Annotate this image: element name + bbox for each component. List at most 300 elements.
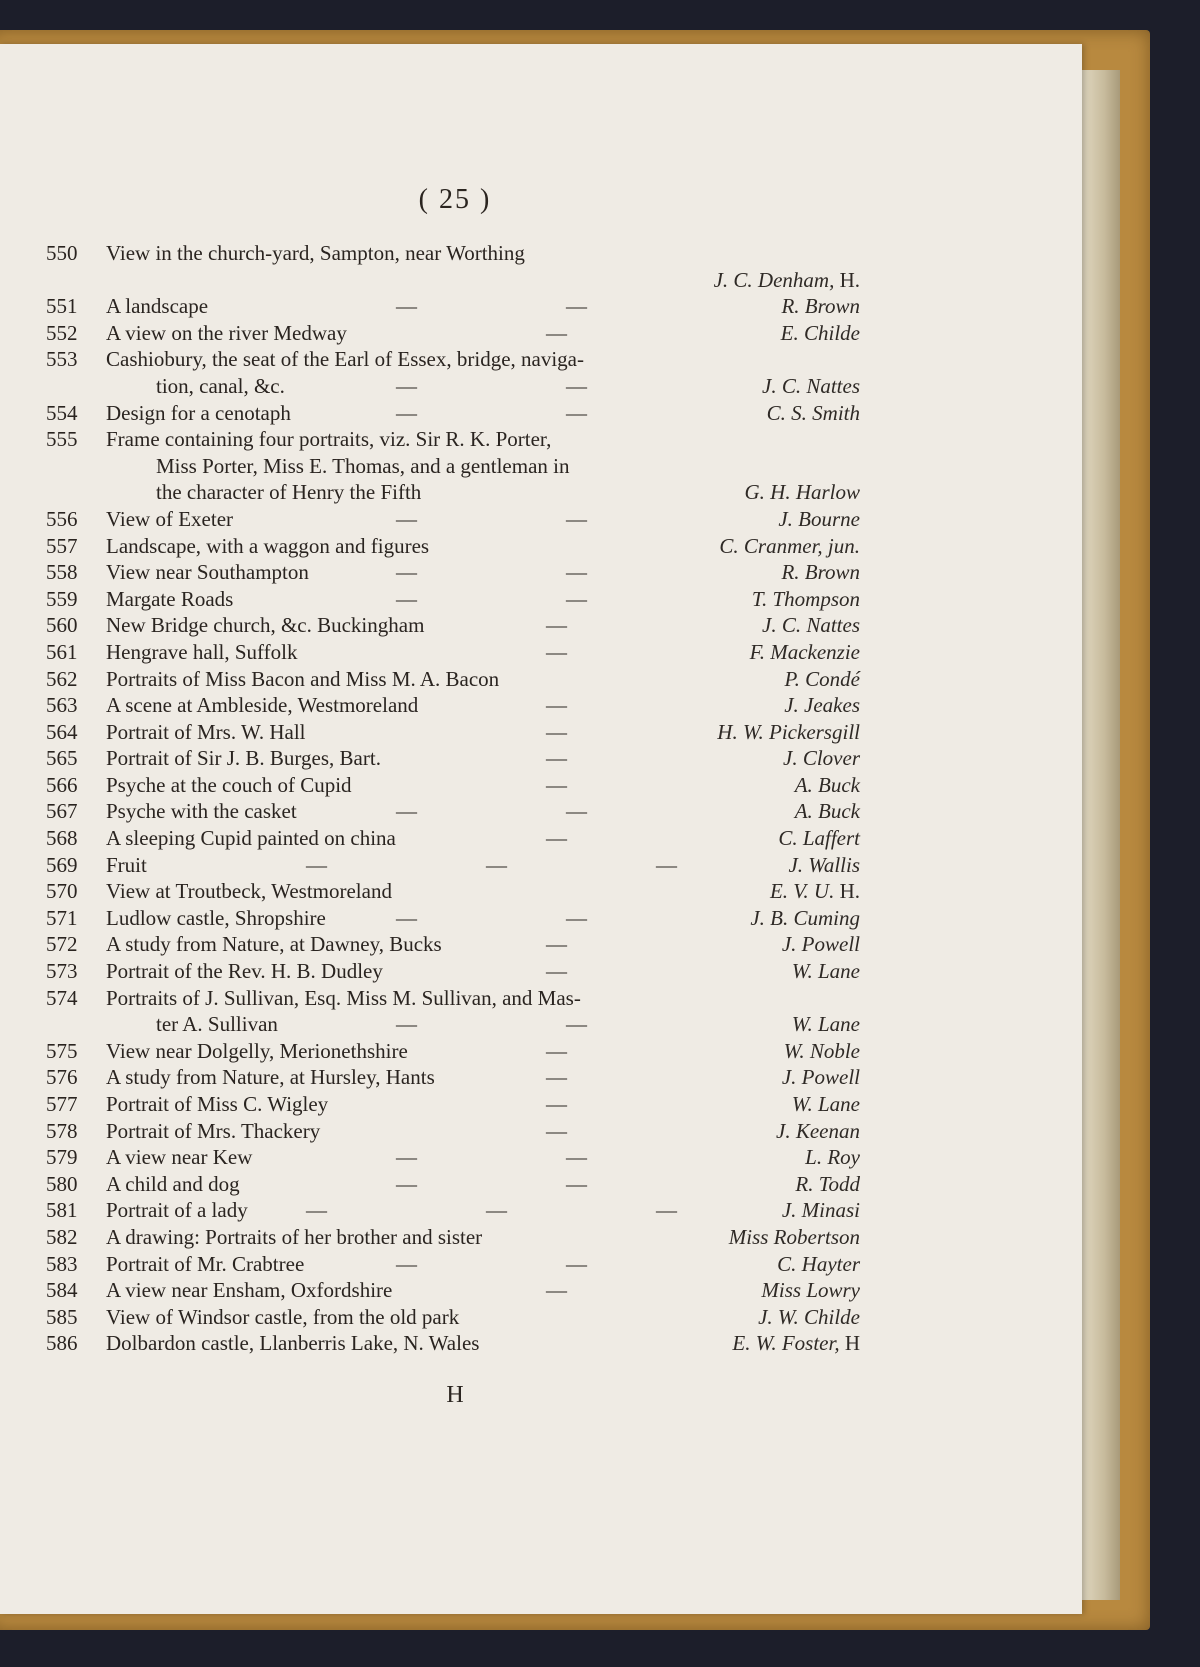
entry-number: 553 bbox=[46, 347, 78, 372]
honorary-mark: H bbox=[844, 1331, 860, 1356]
entry-line bbox=[46, 1251, 860, 1278]
leader-dash: — bbox=[566, 1171, 587, 1196]
catalogue-entry bbox=[46, 639, 860, 666]
leader-dash: — bbox=[566, 560, 587, 585]
catalogue-entry bbox=[46, 1251, 860, 1278]
entry-title: Cashiobury, the seat of the Earl of Essex, bridge, naviga- bbox=[106, 347, 584, 372]
entry-line bbox=[46, 772, 860, 799]
leader-dash: — bbox=[396, 1251, 417, 1276]
entry-number: 563 bbox=[46, 693, 78, 718]
artist-text: P. Condé bbox=[784, 666, 860, 691]
entry-line bbox=[46, 400, 860, 427]
leader-dash: — bbox=[546, 1278, 567, 1303]
entry-number: 580 bbox=[46, 1171, 78, 1196]
entry-line bbox=[46, 586, 860, 613]
artist-text: E. W. Foster, bbox=[732, 1331, 840, 1356]
entry-title: View at Troutbeck, Westmoreland bbox=[106, 879, 392, 904]
entry-line bbox=[46, 1277, 860, 1304]
artist-text: C. S. Smith bbox=[766, 400, 860, 425]
entry-title: Psyche with the casket bbox=[106, 799, 297, 824]
entry-line bbox=[46, 666, 860, 693]
catalogue-entry bbox=[46, 1277, 860, 1304]
entry-title: A scene at Ambleside, Westmoreland bbox=[106, 693, 419, 718]
leader-dash: — bbox=[566, 294, 587, 319]
catalogue-entry bbox=[46, 958, 860, 985]
entry-line bbox=[46, 346, 860, 373]
entry-title: Portraits of J. Sullivan, Esq. Miss M. Sullivan, and Mas- bbox=[106, 985, 581, 1010]
entry-line bbox=[46, 639, 860, 666]
catalogue-entry bbox=[46, 1038, 860, 1065]
artist-name bbox=[788, 852, 860, 879]
catalogue-entry bbox=[46, 320, 860, 347]
entry-number: 578 bbox=[46, 1118, 78, 1143]
artist-name bbox=[782, 1064, 860, 1091]
catalogue-entry bbox=[46, 1224, 860, 1251]
leader-dash: — bbox=[396, 560, 417, 585]
leader-dash: — bbox=[396, 799, 417, 824]
catalogue-entry bbox=[46, 692, 860, 719]
artist-text: R. Brown bbox=[781, 560, 860, 585]
entry-number: 569 bbox=[46, 852, 78, 877]
entry-line bbox=[46, 479, 860, 506]
catalogue-entry bbox=[46, 559, 860, 586]
leader-dashes bbox=[46, 400, 666, 427]
page-number: ( 25 ) bbox=[418, 184, 492, 215]
entry-number: 557 bbox=[46, 533, 78, 558]
leader-dashes bbox=[46, 1064, 666, 1091]
entry-number: 581 bbox=[46, 1198, 78, 1223]
artist-text: W. Noble bbox=[783, 1038, 860, 1063]
entry-number: 564 bbox=[46, 719, 78, 744]
entry-number: 571 bbox=[46, 905, 78, 930]
entry-number: 570 bbox=[46, 879, 78, 904]
entry-line bbox=[46, 852, 860, 879]
leader-dashes bbox=[46, 1197, 677, 1224]
leader-dash: — bbox=[656, 1198, 677, 1223]
artist-text: Miss Robertson bbox=[728, 1224, 860, 1249]
entry-number: 582 bbox=[46, 1224, 78, 1249]
entry-title: Dolbardon castle, Llanberris Lake, N. Wales bbox=[106, 1331, 480, 1356]
artist-name bbox=[795, 1171, 860, 1198]
entry-number: 584 bbox=[46, 1278, 78, 1303]
entry-title: Fruit bbox=[106, 852, 147, 877]
artist-text: E. Childe bbox=[780, 320, 860, 345]
artist-text: J. Clover bbox=[783, 746, 860, 771]
leader-dashes bbox=[46, 1171, 666, 1198]
entry-title: Portrait of Mrs. W. Hall bbox=[106, 719, 306, 744]
book-page bbox=[0, 44, 1082, 1614]
leader-dash: — bbox=[546, 932, 567, 957]
entry-line bbox=[46, 1144, 860, 1171]
catalogue-entry bbox=[46, 825, 860, 852]
entry-title: New Bridge church, &c. Buckingham bbox=[106, 613, 425, 638]
entry-title: Miss Porter, Miss E. Thomas, and a gentleman in bbox=[156, 453, 570, 478]
catalogue-entries bbox=[46, 240, 860, 1357]
leader-dashes bbox=[46, 1144, 666, 1171]
entry-number: 555 bbox=[46, 427, 78, 452]
entry-number: 566 bbox=[46, 772, 78, 797]
artist-text: J. Wallis bbox=[788, 852, 860, 877]
entry-number: 565 bbox=[46, 746, 78, 771]
leader-dashes bbox=[46, 958, 666, 985]
leader-dash: — bbox=[396, 294, 417, 319]
leader-dashes bbox=[46, 798, 666, 825]
leader-dash: — bbox=[546, 1065, 567, 1090]
honorary-mark: H. bbox=[839, 879, 860, 904]
entry-title: Landscape, with a waggon and figures bbox=[106, 533, 430, 558]
artist-name bbox=[781, 320, 860, 347]
leader-dash: — bbox=[486, 852, 507, 877]
entry-line bbox=[46, 373, 860, 400]
entry-number: 558 bbox=[46, 560, 78, 585]
artist-name bbox=[762, 612, 860, 639]
entry-line bbox=[46, 1038, 860, 1065]
artist-text: R. Todd bbox=[795, 1171, 860, 1196]
artist-text: A. Buck bbox=[794, 799, 860, 824]
entry-number: 586 bbox=[46, 1331, 78, 1356]
entry-number: 576 bbox=[46, 1065, 78, 1090]
entry-title: ter A. Sullivan bbox=[156, 1012, 278, 1037]
artist-text: F. Mackenzie bbox=[749, 639, 860, 664]
leader-dashes bbox=[46, 612, 666, 639]
entry-number: 572 bbox=[46, 932, 78, 957]
entry-line bbox=[46, 1091, 860, 1118]
artist-name bbox=[782, 1197, 860, 1224]
artist-name bbox=[714, 267, 860, 294]
honorary-mark: H. bbox=[839, 267, 860, 292]
catalogue-entry bbox=[46, 612, 860, 639]
artist-name bbox=[758, 1304, 860, 1331]
entry-number: 551 bbox=[46, 294, 78, 319]
leader-dash: — bbox=[546, 320, 567, 345]
entry-title: View near Southampton bbox=[106, 560, 309, 585]
entry-line bbox=[46, 267, 860, 294]
entry-title: Design for a cenotaph bbox=[106, 400, 291, 425]
entry-line bbox=[46, 931, 860, 958]
leader-dash: — bbox=[546, 826, 567, 851]
artist-text: W. Lane bbox=[791, 1092, 860, 1116]
leader-dash: — bbox=[546, 1038, 567, 1063]
entry-title: tion, canal, &c. bbox=[156, 373, 285, 398]
leader-dash: — bbox=[396, 905, 417, 930]
entry-number: 559 bbox=[46, 586, 78, 611]
leader-dash: — bbox=[546, 639, 567, 664]
entry-line bbox=[46, 293, 860, 320]
entry-title: Portrait of Miss C. Wigley bbox=[106, 1092, 329, 1116]
artist-name bbox=[732, 1330, 860, 1357]
artist-text: J. Minasi bbox=[781, 1198, 860, 1223]
artist-text: J. W. Childe bbox=[758, 1304, 860, 1329]
catalogue-entry bbox=[46, 931, 860, 958]
leader-dash: — bbox=[306, 1198, 327, 1223]
entry-line bbox=[46, 798, 860, 825]
catalogue-entry bbox=[46, 745, 860, 772]
artist-name bbox=[781, 293, 860, 320]
entry-title: A study from Nature, at Hursley, Hants bbox=[106, 1065, 435, 1090]
entry-line bbox=[46, 878, 860, 905]
leader-dashes bbox=[46, 1038, 666, 1065]
artist-text: Miss Lowry bbox=[761, 1278, 860, 1303]
entry-line bbox=[46, 905, 860, 932]
artist-text: W. Lane bbox=[791, 1012, 860, 1037]
leader-dash: — bbox=[566, 586, 587, 611]
leader-dashes bbox=[46, 639, 666, 666]
artist-text: C. Laffert bbox=[778, 826, 860, 851]
leader-dash: — bbox=[486, 1198, 507, 1223]
entry-title: Portrait of Sir J. B. Burges, Bart. bbox=[106, 746, 381, 771]
catalogue-entry bbox=[46, 293, 860, 320]
entry-number: 568 bbox=[46, 826, 78, 851]
artist-name bbox=[782, 931, 860, 958]
catalogue-entry bbox=[46, 506, 860, 533]
leader-dash: — bbox=[396, 1145, 417, 1170]
leader-dash: — bbox=[566, 1251, 587, 1276]
artist-text: J. C. Denham, bbox=[713, 267, 835, 292]
catalogue-entry bbox=[46, 426, 860, 506]
artist-text: R. Brown bbox=[781, 294, 860, 319]
entry-title: Frame containing four portraits, viz. Sir R. K. Porter, bbox=[106, 427, 552, 452]
leader-dashes bbox=[46, 1011, 666, 1038]
catalogue-entry bbox=[46, 1330, 860, 1357]
entry-number: 577 bbox=[46, 1092, 78, 1116]
artist-text: J. C. Nattes bbox=[762, 373, 860, 398]
artist-text: L. Roy bbox=[805, 1145, 860, 1170]
entry-number: 552 bbox=[46, 320, 78, 345]
entry-number: 575 bbox=[46, 1038, 78, 1063]
leader-dash: — bbox=[546, 1092, 567, 1116]
leader-dash: — bbox=[396, 373, 417, 398]
leader-dash: — bbox=[546, 772, 567, 797]
leader-dash: — bbox=[546, 746, 567, 771]
leader-dash: — bbox=[566, 1145, 587, 1170]
leader-dashes bbox=[46, 586, 666, 613]
entry-title: Portrait of a lady bbox=[106, 1198, 248, 1223]
artist-name bbox=[744, 479, 860, 506]
leader-dashes bbox=[46, 559, 666, 586]
catalogue-entry bbox=[46, 666, 860, 693]
artist-name bbox=[795, 772, 860, 799]
artist-text: J. Bourne bbox=[778, 506, 860, 531]
entry-line bbox=[46, 453, 860, 480]
catalogue-entry bbox=[46, 1118, 860, 1145]
leader-dash: — bbox=[396, 400, 417, 425]
leader-dash: — bbox=[306, 852, 327, 877]
entry-number: 561 bbox=[46, 639, 78, 664]
leader-dashes bbox=[46, 825, 666, 852]
entry-title: the character of Henry the Fifth bbox=[156, 480, 422, 505]
leader-dash: — bbox=[656, 852, 677, 877]
leader-dash: — bbox=[546, 719, 567, 744]
leader-dash: — bbox=[566, 506, 587, 531]
leader-dashes bbox=[46, 772, 666, 799]
entry-line bbox=[46, 825, 860, 852]
entry-line bbox=[46, 1330, 860, 1357]
entry-line bbox=[46, 320, 860, 347]
leader-dashes bbox=[46, 320, 666, 347]
leader-dash: — bbox=[546, 613, 567, 638]
catalogue-entry bbox=[46, 1091, 860, 1118]
leader-dash: — bbox=[566, 400, 587, 425]
entry-line bbox=[46, 1011, 860, 1038]
artist-text: E. V. U. bbox=[769, 879, 835, 904]
entry-line bbox=[46, 1118, 860, 1145]
entry-number: 560 bbox=[46, 613, 78, 638]
artist-text: J. C. Nattes bbox=[762, 613, 860, 638]
leader-dash: — bbox=[396, 1171, 417, 1196]
catalogue-entry bbox=[46, 400, 860, 427]
leader-dash: — bbox=[566, 1012, 587, 1037]
entry-title: Portrait of Mrs. Thackery bbox=[106, 1118, 321, 1143]
leader-dashes bbox=[46, 931, 666, 958]
catalogue-entry bbox=[46, 1144, 860, 1171]
leader-dashes bbox=[46, 1118, 666, 1145]
entry-title: A child and dog bbox=[106, 1171, 240, 1196]
artist-name bbox=[785, 666, 860, 693]
entry-line bbox=[46, 1304, 860, 1331]
entry-title: A landscape bbox=[106, 294, 209, 319]
artist-text: J. Powell bbox=[781, 1065, 860, 1090]
entry-line bbox=[46, 745, 860, 772]
artist-text: H. W. Pickersgill bbox=[717, 719, 860, 744]
entry-title: Portrait of Mr. Crabtree bbox=[106, 1251, 305, 1276]
entry-title: Ludlow castle, Shropshire bbox=[106, 905, 326, 930]
artist-text: T. Thompson bbox=[751, 586, 860, 611]
entry-number: 567 bbox=[46, 799, 78, 824]
artist-name bbox=[805, 1144, 860, 1171]
catalogue-entry bbox=[46, 1064, 860, 1091]
entry-line bbox=[46, 426, 860, 453]
artist-name bbox=[767, 400, 860, 427]
artist-text: J. Jeakes bbox=[784, 693, 860, 718]
entry-title: A view on the river Medway bbox=[106, 320, 347, 345]
catalogue-entry bbox=[46, 533, 860, 560]
artist-name bbox=[783, 745, 860, 772]
entry-title: A view near Kew bbox=[106, 1145, 253, 1170]
artist-name bbox=[778, 506, 860, 533]
entry-title: View in the church-yard, Sampton, near Worthing bbox=[106, 241, 525, 265]
entry-number: 562 bbox=[46, 666, 78, 691]
entry-line bbox=[46, 559, 860, 586]
leader-dashes bbox=[46, 293, 666, 320]
entry-title: View of Exeter bbox=[106, 506, 234, 531]
catalogue-entry bbox=[46, 772, 860, 799]
entry-line bbox=[46, 958, 860, 985]
catalogue-entry bbox=[46, 1304, 860, 1331]
leader-dashes bbox=[46, 373, 666, 400]
artist-name bbox=[750, 905, 860, 932]
leader-dash: — bbox=[396, 1012, 417, 1037]
entry-number: 579 bbox=[46, 1145, 78, 1170]
artist-name bbox=[761, 1277, 860, 1304]
entry-line bbox=[46, 1064, 860, 1091]
catalogue-entry bbox=[46, 240, 860, 293]
entry-title: A drawing: Portraits of her brother and sister bbox=[106, 1224, 483, 1249]
entry-line bbox=[46, 1197, 860, 1224]
artist-name bbox=[792, 1091, 860, 1118]
leader-dashes bbox=[46, 506, 666, 533]
entry-line bbox=[46, 612, 860, 639]
catalogue-entry bbox=[46, 346, 860, 399]
entry-line bbox=[46, 240, 860, 267]
artist-text: W. Lane bbox=[791, 959, 860, 984]
artist-name bbox=[792, 1011, 860, 1038]
entry-line bbox=[46, 1171, 860, 1198]
artist-text: C. Hayter bbox=[777, 1251, 860, 1276]
leader-dash: — bbox=[566, 373, 587, 398]
entry-line bbox=[46, 1224, 860, 1251]
leader-dashes bbox=[46, 1277, 666, 1304]
leader-dashes bbox=[46, 905, 666, 932]
entry-line bbox=[46, 533, 860, 560]
artist-name bbox=[719, 533, 860, 560]
artist-name bbox=[784, 1038, 860, 1065]
artist-text: J. Keenan bbox=[776, 1118, 860, 1143]
signature-mark: H bbox=[446, 1382, 464, 1408]
artist-name bbox=[778, 825, 860, 852]
artist-name bbox=[795, 798, 860, 825]
entry-number: 574 bbox=[46, 985, 78, 1010]
artist-name bbox=[770, 878, 860, 905]
entry-title: Margate Roads bbox=[106, 586, 234, 611]
entry-line bbox=[46, 719, 860, 746]
entry-title: Portrait of the Rev. H. B. Dudley bbox=[106, 959, 383, 984]
entry-line bbox=[46, 985, 860, 1012]
entry-title: Hengrave hall, Suffolk bbox=[106, 639, 298, 664]
leader-dash: — bbox=[546, 1118, 567, 1143]
catalogue-entry bbox=[46, 905, 860, 932]
artist-text: J. Powell bbox=[781, 932, 860, 957]
entry-title: A study from Nature, at Dawney, Bucks bbox=[106, 932, 442, 957]
entry-number: 585 bbox=[46, 1304, 78, 1329]
artist-name bbox=[792, 958, 860, 985]
artist-name bbox=[752, 586, 860, 613]
leader-dashes bbox=[46, 1091, 666, 1118]
catalogue-entry bbox=[46, 719, 860, 746]
artist-text: J. B. Cuming bbox=[750, 905, 860, 930]
entry-title: Portraits of Miss Bacon and Miss M. A. Bacon bbox=[106, 666, 500, 691]
leader-dash: — bbox=[566, 799, 587, 824]
artist-text: A. Buck bbox=[794, 772, 860, 797]
entry-number: 554 bbox=[46, 400, 78, 425]
artist-text: G. H. Harlow bbox=[744, 480, 860, 505]
catalogue-entry bbox=[46, 798, 860, 825]
entry-line bbox=[46, 506, 860, 533]
artist-name bbox=[762, 373, 860, 400]
artist-name bbox=[777, 1251, 860, 1278]
leader-dash: — bbox=[546, 693, 567, 718]
catalogue-entry bbox=[46, 586, 860, 613]
leader-dashes bbox=[46, 719, 666, 746]
catalogue-entry bbox=[46, 985, 860, 1038]
leader-dashes bbox=[46, 745, 666, 772]
artist-name bbox=[729, 1224, 860, 1251]
entry-title: A sleeping Cupid painted on china bbox=[106, 826, 396, 851]
catalogue-entry bbox=[46, 852, 860, 879]
artist-text: C. Cranmer, jun. bbox=[719, 533, 860, 558]
leader-dashes bbox=[46, 692, 666, 719]
entry-number: 583 bbox=[46, 1251, 78, 1276]
entry-title: View of Windsor castle, from the old park bbox=[106, 1304, 460, 1329]
leader-dash: — bbox=[546, 959, 567, 984]
catalogue-entry bbox=[46, 1197, 860, 1224]
artist-name bbox=[781, 559, 860, 586]
artist-name bbox=[717, 719, 860, 746]
entry-title: View near Dolgelly, Merionethshire bbox=[106, 1038, 408, 1063]
leader-dash: — bbox=[396, 506, 417, 531]
entry-number: 556 bbox=[46, 506, 78, 531]
artist-name bbox=[776, 1118, 860, 1145]
artist-name bbox=[784, 692, 860, 719]
